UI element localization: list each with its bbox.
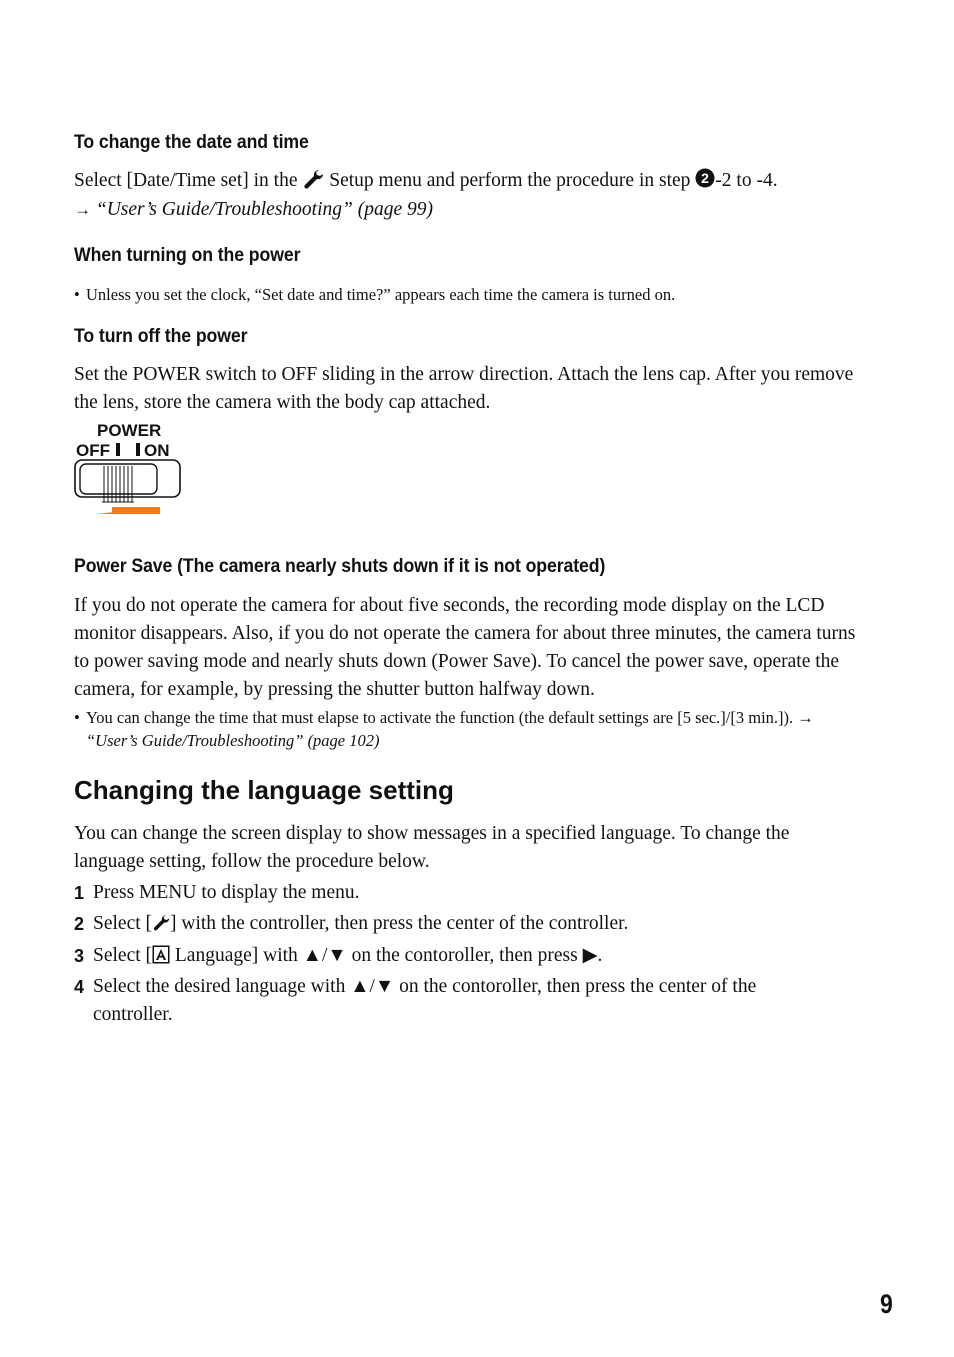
power-save-body: If you do not operate the camera for about five seconds, the recording mode display on the LCD monitor disappears. Also, if you do not operate the camera for about three minutes, the camera turns to power saving mode and nearly shuts down (Power Save). To cancel the power save, operate the camera, for example, by pressing the shutter button halfway down. (74, 595, 856, 700)
step-3: 3 Select [ Language] with ▲/▼ on the contoroller, then press ▶. (74, 942, 864, 973)
power-switch-illustration (72, 418, 187, 528)
step-1: 1 Press MENU to display the menu. (74, 879, 864, 907)
power-switch-off-label: OFF (76, 441, 110, 460)
step-number: 4 (74, 977, 85, 997)
power-off-body: Set the POWER switch to OFF sliding in the arrow direction. Attach the lens cap. After you remove the lens, store the camera with the body cap attached. (74, 364, 854, 413)
power-on-note: • Unless you set the clock, “Set date and time?” appears each time the camera is turned on. (74, 285, 676, 304)
step-number: 1 (74, 883, 85, 903)
wrench-icon (152, 913, 170, 941)
bullet-icon: • (74, 708, 80, 727)
power-off-heading: To turn off the power (74, 326, 248, 347)
svg-text:2: 2 (701, 170, 710, 186)
step-2: 2 Select [ ] with the controller, then press the center of the controller. (74, 910, 864, 941)
power-switch-on-label: ON (144, 441, 170, 460)
language-intro: You can change the screen display to show messages in a specified language. To change the language setting, follow the procedure below. (74, 823, 790, 872)
language-heading: Changing the language setting (74, 775, 454, 805)
step-number: 2 (74, 914, 85, 934)
power-switch-title: POWER (97, 421, 162, 440)
date-time-heading: To change the date and time (74, 132, 309, 153)
arrow-right-icon: → (797, 708, 814, 727)
power-save-note: • You can change the time that must elapse to activate the function (the default settings are [5 sec.]/[3 min.]). → “User’s Guide/Troubleshooting” (page 102) (74, 708, 814, 750)
step-number: 3 (74, 946, 85, 966)
wrench-icon (302, 169, 324, 198)
date-time-instruction: Select [Date/Time set] in the Setup menu and perform the procedure in step 2 -2 to -4. (74, 167, 874, 198)
page-number: 9 (880, 1289, 893, 1319)
arrow-right-icon: → (74, 200, 91, 219)
bullet-icon: • (74, 285, 80, 304)
language-icon (152, 945, 170, 973)
date-time-reference: → “User’s Guide/Troubleshooting” (page 99) (74, 199, 433, 220)
step-number-badge (695, 168, 715, 197)
power-save-heading: Power Save (The camera nearly shuts down if it is not operated) (74, 556, 606, 577)
power-on-heading: When turning on the power (74, 245, 301, 266)
step-4: 4 Select the desired language with ▲/▼ on the contoroller, then press the center of the controller. (74, 973, 864, 1029)
